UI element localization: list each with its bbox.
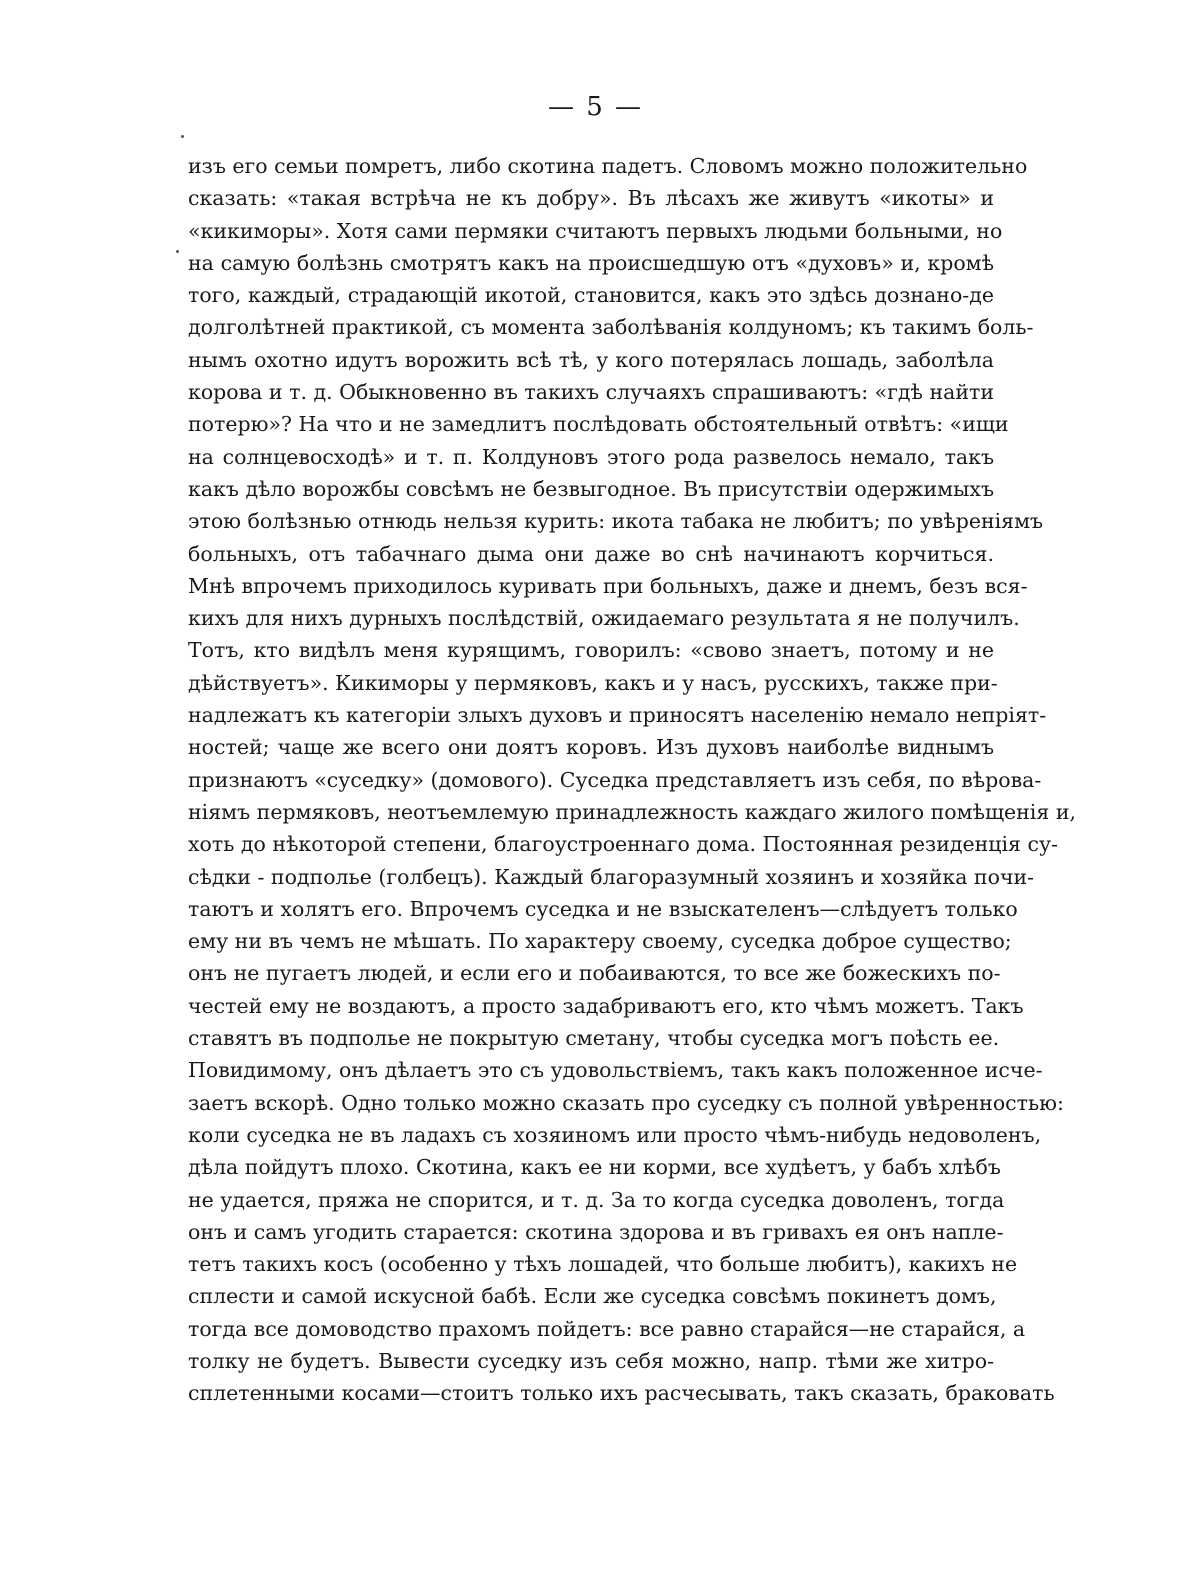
text-line: сплести и самой искусной бабѣ. Если же суседка совсѣмъ покинетъ домъ, [188, 1284, 997, 1309]
text-line: онъ и самъ угодить старается: скотина здорова и въ гривахъ ея онъ напле- [188, 1219, 1004, 1244]
text-line: нымъ охотно идутъ ворожить всѣ тѣ, у кого потерялась лошадь, заболѣла [188, 347, 994, 372]
text-line: ностей; чаще же всего они доятъ коровъ. Изъ духовъ наиболѣе виднымъ [188, 735, 994, 760]
margin-speck [181, 135, 184, 138]
text-line: ставятъ въ подполье не покрытую сметану, чтобы суседка могъ поѣсть ее. [188, 1026, 1000, 1051]
text-line: не удается, пряжа не спорится, и т. д. За то когда суседка доволенъ, тогда [188, 1187, 1005, 1212]
text-line: сказать: «такая встрѣча не къ добру». Въ лѣсахъ же живутъ «икоты» и [188, 186, 994, 211]
text-line: Мнѣ впрочемъ приходилось куривать при больныхъ, даже и днемъ, безъ вся- [188, 573, 1028, 598]
text-line: Тотъ, кто видѣлъ меня курящимъ, говорилъ: «свово знаетъ, потому и не [188, 638, 994, 663]
page-number: — 5 — [547, 92, 644, 122]
text-line: заетъ вскорѣ. Одно только можно сказать про суседку съ полной увѣренностью: [188, 1090, 1064, 1115]
text-line: признаютъ «суседку» (домового). Суседка представляетъ изъ себя, по вѣрова- [188, 767, 1042, 792]
text-line: на самую болѣзнь смотрятъ какъ на происшедшую отъ «духовъ» и, кромѣ [188, 250, 994, 275]
text-line: надлежатъ къ категоріи злыхъ духовъ и приносятъ населенію немало непріят- [188, 703, 1047, 728]
text-line: корова и т. д. Обыкновенно въ такихъ случаяхъ спрашиваютъ: «гдѣ найти [188, 380, 994, 405]
text-line: «кикиморы». Хотя сами пермяки считаютъ первыхъ людьми больными, но [188, 218, 1003, 243]
text-line: кихъ для нихъ дурныхъ послѣдствій, ожидаемаго результата я не получилъ. [188, 606, 1020, 631]
text-line: онъ не пугаетъ людей, и если его и побаиваются, то все же божескихъ по- [188, 961, 1001, 986]
text-line: на солнцевосходѣ» и т. п. Колдуновъ этого рода развелось немало, такъ [188, 444, 994, 469]
text-line: того, каждый, страдающій икотой, становится, какъ это здѣсь дознано-де [188, 283, 994, 308]
text-line: этою болѣзнью отнюдь нельзя курить: икота табака не любитъ; по увѣреніямъ [188, 509, 1044, 534]
text-line: больныхъ, отъ табачнаго дыма они даже во снѣ начинаютъ корчиться. [188, 541, 994, 566]
margin-speck [176, 250, 179, 253]
text-line: толку не будетъ. Вывести суседку изъ себя можно, напр. тѣми же хитро- [188, 1348, 994, 1373]
text-line: какъ дѣло ворожбы совсѣмъ не безвыгодное. Въ присутствіи одержимыхъ [188, 476, 994, 501]
body-text [188, 150, 1076, 1410]
text-line: тетъ такихъ косъ (особенно у тѣхъ лошадей, что больше любитъ), какихъ не [188, 1252, 1018, 1277]
text-line: потерю»? На что и не замедлитъ послѣдовать обстоятельный отвѣтъ: «ищи [188, 412, 1009, 437]
text-line: Повидимому, онъ дѣлаетъ это съ удовольствіемъ, такъ какъ положенное исче- [188, 1058, 1043, 1083]
text-line: честей ему не воздаютъ, а просто задабриваютъ его, кто чѣмъ можетъ. Такъ [188, 993, 1024, 1018]
text-line: ему ни въ чемъ не мѣшать. По характеру своему, суседка доброе существо; [188, 929, 1012, 954]
text-line: коли суседка не въ ладахъ съ хозяиномъ или просто чѣмъ-нибудь недоволенъ, [188, 1122, 1042, 1147]
text-line: тогда все домоводство прахомъ пойдетъ: все равно старайся—не старайся, а [188, 1316, 1026, 1341]
text-line: долголѣтней практикой, съ момента заболѣванія колдуномъ; къ такимъ боль- [188, 315, 1034, 340]
text-line: изъ его семьи помретъ, либо скотина падетъ. Словомъ можно положительно [188, 154, 1028, 178]
text-line: сѣдки - подполье (голбецъ). Каждый благоразумный хозяинъ и хозяйка почи- [188, 864, 1035, 889]
text-line: дѣйствуетъ». Кикиморы у пермяковъ, какъ и у насъ, русскихъ, также при- [188, 670, 998, 695]
text-line: ніямъ пермяковъ, неотъемлемую принадлежность каждаго жилого помѣщенія и, [188, 799, 1076, 824]
text-line: таютъ и холятъ его. Впрочемъ суседка и не взыскателенъ—слѣдуетъ только [188, 896, 1018, 921]
text-line: сплетенными косами—стоитъ только ихъ расчесывать, такъ сказать, браковать [188, 1381, 1055, 1406]
text-line: хоть до нѣкоторой степени, благоустроеннаго дома. Постоянная резиденція су- [188, 832, 1058, 857]
text-line: дѣла пойдутъ плохо. Скотина, какъ ее ни корми, все худѣетъ, у бабъ хлѣбъ [188, 1155, 1001, 1180]
